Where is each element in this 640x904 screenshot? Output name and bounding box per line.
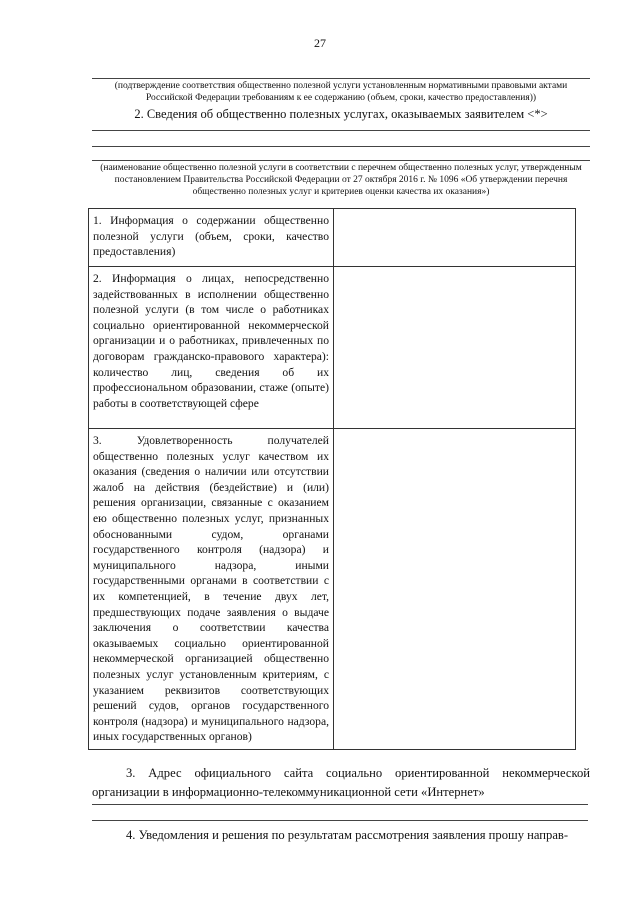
caption-service-name: (наименование общественно полезной услуги в соответствии с перечнем общественно полезных услуг, утвержденным постановлением Правительства Российской Федерации от 27 октября 2016 г. № 1096 «Об утверждении перечня общественно полезных услуг и критериев оценки качества их оказания») [100, 163, 582, 197]
table-row [89, 209, 576, 267]
caption-confirmation: (подтверждение соответствия общественно полезной услуги установленным нормативными правовыми актами Российской Федерации требованиям к ее содержанию (объем, сроки, качество предоставления)) [114, 81, 568, 103]
service-info-table [88, 208, 576, 750]
row-label: 2. Информация о лицах, непосредственно задействованных в исполнении общественно полезной услуги (в том числе о работниках социально ориентированной некоммерческой организации и о работниках, привлеченных по договорам гражданско-правового характера): количество лиц, сведения об их профессиональном образовании, стаже (опыте) работы в соответствующей сфере [89, 267, 334, 429]
row-value-field[interactable] [334, 429, 576, 750]
row-label: 1. Информация о содержании общественно полезной услуги (объем, сроки, качество предоставления) [89, 209, 334, 267]
blank-line-service-1 [92, 130, 590, 131]
blank-line-website-2 [92, 820, 588, 821]
section-4-text: 4. Уведомления и решения по результатам рассмотрения заявления прошу направ- [126, 828, 569, 842]
page-number: 27 [314, 36, 326, 50]
blank-line-confirmation [92, 78, 590, 79]
table-row [89, 267, 576, 429]
blank-line-website-1 [92, 804, 588, 805]
table-row [89, 429, 576, 750]
section-2-heading: 2. Сведения об общественно полезных услугах, оказываемых заявителем <*> [134, 107, 548, 121]
row-label: 3. Удовлетворенность получателей общественно полезных услуг качеством их оказания (сведения о наличии или отсутствии жалоб на действия (бездействие) и (или) решения организации, связанные с оказанием ею общественно полезных услуг, признанных обоснованными судом, органами государственного контроля (надзора) и муниципального надзора, иными государственными органами в соответствии с их компетенцией, в течение двух лет, предшествующих подаче заявления о выдаче заключения о соответствии качества оказываемых социально ориентированной некоммерческой организацией общественно полезных услуг установленным критериям, с указанием реквизитов соответствующих решений судов, органов государственного контроля (надзора) и муниципального надзора, иных государственных органов) [89, 429, 334, 750]
row-value-field[interactable] [334, 267, 576, 429]
row-value-field[interactable] [334, 209, 576, 267]
blank-line-service-2 [92, 146, 590, 147]
section-3-text: 3. Адрес официального сайта социально ориентированной некоммерческой организации в информационно-телекоммуникационной сети «Интернет» [92, 766, 590, 799]
blank-line-service-3 [92, 160, 590, 161]
